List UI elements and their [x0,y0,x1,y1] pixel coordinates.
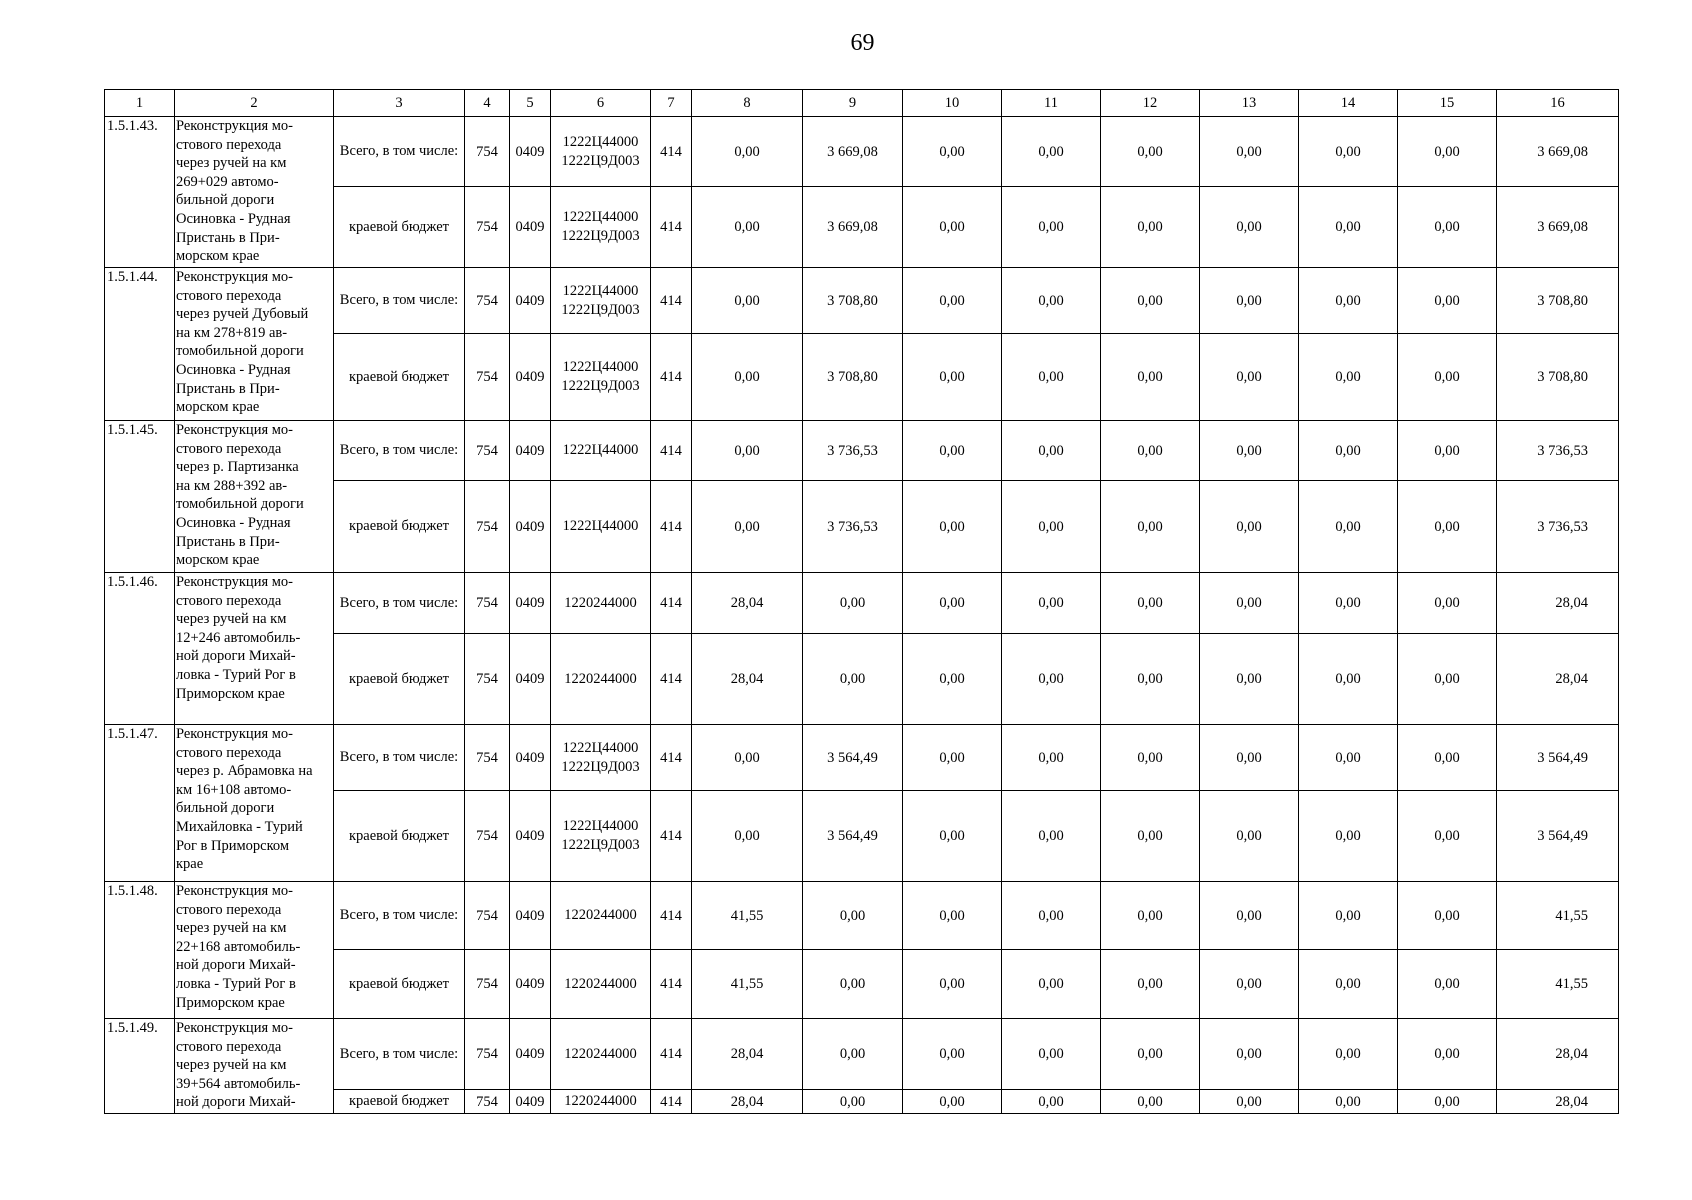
amount-cell: 0,00 [692,725,803,791]
object-name: Реконструкция мо- стового перехода через р. Партизанка на км 288+392 ав- томобильной дороги Осиновка - Рудная Пристань в При- морском крае [175,421,334,573]
expense-type-code: 414 [651,421,692,481]
amount-cell: 0,00 [1101,481,1200,573]
column-header: 9 [803,90,903,117]
amount-cell: 28,04 [692,1019,803,1090]
section-code: 0409 [510,725,551,791]
amount-cell: 0,00 [1200,268,1299,334]
expense-type-code: 414 [651,481,692,573]
amount-cell: 0,00 [1101,187,1200,268]
amount-cell: 0,00 [692,791,803,882]
amount-cell: 0,00 [903,481,1002,573]
amount-cell: 0,00 [692,334,803,421]
amount-cell: 0,00 [1002,268,1101,334]
amount-cell: 0,00 [803,1019,903,1090]
column-header: 1 [105,90,175,117]
amount-cell: 0,00 [1002,1019,1101,1090]
amount-cell: 3 736,53 [1497,481,1619,573]
funding-source: краевой бюджет [334,334,465,421]
table-row [105,573,1619,634]
grbs-code: 754 [465,334,510,421]
grbs-code: 754 [465,1090,510,1114]
amount-cell: 3 669,08 [803,117,903,187]
amount-cell: 0,00 [1002,882,1101,950]
grbs-code: 754 [465,1019,510,1090]
budget-table [104,89,1619,1114]
section-code: 0409 [510,1090,551,1114]
expense-type-code: 414 [651,882,692,950]
amount-cell: 0,00 [1101,950,1200,1019]
amount-cell: 0,00 [1398,117,1497,187]
funding-source: Всего, в том числе: [334,268,465,334]
amount-cell: 0,00 [692,187,803,268]
amount-cell: 0,00 [1299,268,1398,334]
table-row [105,117,1619,187]
amount-cell: 3 736,53 [1497,421,1619,481]
expense-type-code: 414 [651,725,692,791]
amount-cell: 0,00 [1002,481,1101,573]
amount-cell: 0,00 [1200,725,1299,791]
amount-cell: 0,00 [803,882,903,950]
target-article-code: 1220244000 [551,950,651,1019]
amount-cell: 28,04 [692,573,803,634]
target-article-code: 1222Ц44000 1222Ц9Д003 [551,791,651,882]
amount-cell: 0,00 [1200,1090,1299,1114]
amount-cell: 0,00 [692,481,803,573]
funding-source: краевой бюджет [334,1090,465,1114]
amount-cell: 0,00 [1200,1019,1299,1090]
amount-cell: 41,55 [692,882,803,950]
amount-cell: 0,00 [1299,573,1398,634]
amount-cell: 3 708,80 [1497,334,1619,421]
amount-cell: 0,00 [903,187,1002,268]
amount-cell: 0,00 [1398,634,1497,725]
funding-source: Всего, в том числе: [334,117,465,187]
target-article-code: 1220244000 [551,634,651,725]
amount-cell: 0,00 [903,950,1002,1019]
amount-cell: 0,00 [1299,882,1398,950]
amount-cell: 3 669,08 [803,187,903,268]
row-number: 1.5.1.43. [105,117,175,268]
amount-cell: 0,00 [1200,573,1299,634]
amount-cell: 0,00 [1002,117,1101,187]
target-article-code: 1222Ц44000 [551,421,651,481]
row-number: 1.5.1.46. [105,573,175,725]
expense-type-code: 414 [651,268,692,334]
amount-cell: 0,00 [903,882,1002,950]
column-header: 2 [175,90,334,117]
amount-cell: 0,00 [1200,882,1299,950]
amount-cell: 3 669,08 [1497,187,1619,268]
amount-cell: 0,00 [803,634,903,725]
target-article-code: 1220244000 [551,1090,651,1114]
amount-cell: 0,00 [903,268,1002,334]
expense-type-code: 414 [651,950,692,1019]
amount-cell: 0,00 [1398,725,1497,791]
amount-cell: 0,00 [1002,334,1101,421]
amount-cell: 0,00 [1101,268,1200,334]
amount-cell: 0,00 [1398,1019,1497,1090]
column-header: 8 [692,90,803,117]
row-number: 1.5.1.45. [105,421,175,573]
amount-cell: 0,00 [1002,725,1101,791]
amount-cell: 0,00 [1299,791,1398,882]
amount-cell: 0,00 [903,725,1002,791]
amount-cell: 3 564,49 [1497,725,1619,791]
target-article-code: 1222Ц44000 [551,481,651,573]
amount-cell: 0,00 [903,421,1002,481]
amount-cell: 0,00 [1200,117,1299,187]
target-article-code: 1220244000 [551,1019,651,1090]
amount-cell: 0,00 [903,334,1002,421]
expense-type-code: 414 [651,791,692,882]
amount-cell: 0,00 [1002,634,1101,725]
object-name: Реконструкция мо- стового перехода через р. Абрамовка на км 16+108 автомо- бильной дороги Михайловка - Турий Рог в Приморском крае [175,725,334,882]
amount-cell: 0,00 [903,117,1002,187]
amount-cell: 0,00 [1299,1019,1398,1090]
funding-source: Всего, в том числе: [334,573,465,634]
amount-cell: 0,00 [1101,421,1200,481]
amount-cell: 0,00 [1398,334,1497,421]
grbs-code: 754 [465,634,510,725]
row-number: 1.5.1.48. [105,882,175,1019]
funding-source: краевой бюджет [334,187,465,268]
amount-cell: 0,00 [1398,791,1497,882]
amount-cell: 41,55 [1497,882,1619,950]
expense-type-code: 414 [651,634,692,725]
section-code: 0409 [510,950,551,1019]
table-row [105,725,1619,791]
amount-cell: 0,00 [1200,634,1299,725]
amount-cell: 0,00 [692,268,803,334]
column-header: 11 [1002,90,1101,117]
column-header: 3 [334,90,465,117]
table-row [105,421,1619,481]
amount-cell: 0,00 [1398,950,1497,1019]
grbs-code: 754 [465,421,510,481]
section-code: 0409 [510,268,551,334]
amount-cell: 0,00 [1002,187,1101,268]
section-code: 0409 [510,334,551,421]
amount-cell: 28,04 [1497,573,1619,634]
amount-cell: 28,04 [1497,1090,1619,1114]
amount-cell: 41,55 [692,950,803,1019]
grbs-code: 754 [465,481,510,573]
amount-cell: 0,00 [1398,481,1497,573]
row-number: 1.5.1.49. [105,1019,175,1114]
amount-cell: 0,00 [692,421,803,481]
amount-cell: 28,04 [692,634,803,725]
amount-cell: 0,00 [1101,573,1200,634]
section-code: 0409 [510,187,551,268]
amount-cell: 0,00 [803,573,903,634]
amount-cell: 0,00 [1101,117,1200,187]
column-header: 4 [465,90,510,117]
row-number: 1.5.1.44. [105,268,175,421]
amount-cell: 0,00 [1299,117,1398,187]
amount-cell: 28,04 [1497,1019,1619,1090]
section-code: 0409 [510,573,551,634]
amount-cell: 0,00 [903,573,1002,634]
amount-cell: 0,00 [1200,187,1299,268]
amount-cell: 0,00 [1101,634,1200,725]
column-header: 16 [1497,90,1619,117]
amount-cell: 0,00 [803,950,903,1019]
column-header: 15 [1398,90,1497,117]
table-row [105,268,1619,334]
amount-cell: 0,00 [1398,882,1497,950]
grbs-code: 754 [465,268,510,334]
target-article-code: 1222Ц44000 1222Ц9Д003 [551,334,651,421]
target-article-code: 1220244000 [551,882,651,950]
amount-cell: 3 564,49 [803,791,903,882]
amount-cell: 0,00 [1200,421,1299,481]
amount-cell: 0,00 [803,1090,903,1114]
amount-cell: 3 708,80 [803,334,903,421]
table-row [105,882,1619,950]
funding-source: краевой бюджет [334,481,465,573]
grbs-code: 754 [465,187,510,268]
amount-cell: 0,00 [1299,481,1398,573]
object-name: Реконструкция мо- стового перехода через ручей на км 39+564 автомобиль- ной дороги Михай- [175,1019,334,1114]
amount-cell: 0,00 [1101,791,1200,882]
amount-cell: 0,00 [903,1090,1002,1114]
amount-cell: 0,00 [1299,725,1398,791]
expense-type-code: 414 [651,334,692,421]
section-code: 0409 [510,481,551,573]
object-name: Реконструкция мо- стового перехода через ручей Дубовый на км 278+819 ав- томобильной дороги Осиновка - Рудная Пристань в При- морском крае [175,268,334,421]
amount-cell: 0,00 [1299,334,1398,421]
column-header: 12 [1101,90,1200,117]
expense-type-code: 414 [651,1019,692,1090]
amount-cell: 3 564,49 [803,725,903,791]
funding-source: Всего, в том числе: [334,421,465,481]
target-article-code: 1222Ц44000 1222Ц9Д003 [551,268,651,334]
column-header: 10 [903,90,1002,117]
amount-cell: 0,00 [1299,1090,1398,1114]
amount-cell: 3 708,80 [1497,268,1619,334]
expense-type-code: 414 [651,573,692,634]
column-header: 6 [551,90,651,117]
amount-cell: 0,00 [1398,573,1497,634]
table-body [105,117,1619,1114]
amount-cell: 28,04 [692,1090,803,1114]
amount-cell: 0,00 [1101,882,1200,950]
funding-source: Всего, в том числе: [334,882,465,950]
amount-cell: 0,00 [1101,1019,1200,1090]
amount-cell: 0,00 [1299,634,1398,725]
amount-cell: 0,00 [1002,421,1101,481]
amount-cell: 3 736,53 [803,481,903,573]
funding-source: Всего, в том числе: [334,1019,465,1090]
target-article-code: 1220244000 [551,573,651,634]
object-name: Реконструкция мо- стового перехода через ручей на км 12+246 автомобиль- ной дороги Михай- ловка - Турий Рог в Приморском крае [175,573,334,725]
funding-source: краевой бюджет [334,791,465,882]
amount-cell: 0,00 [1200,334,1299,421]
amount-cell: 0,00 [1299,187,1398,268]
expense-type-code: 414 [651,117,692,187]
amount-cell: 0,00 [1101,725,1200,791]
amount-cell: 0,00 [903,1019,1002,1090]
amount-cell: 0,00 [1200,791,1299,882]
section-code: 0409 [510,634,551,725]
object-name: Реконструкция мо- стового перехода через ручей на км 22+168 автомобиль- ной дороги Михай- ловка - Турий Рог в Приморском крае [175,882,334,1019]
amount-cell: 0,00 [1398,421,1497,481]
amount-cell: 0,00 [1200,950,1299,1019]
target-article-code: 1222Ц44000 1222Ц9Д003 [551,725,651,791]
amount-cell: 0,00 [692,117,803,187]
section-code: 0409 [510,1019,551,1090]
amount-cell: 3 736,53 [803,421,903,481]
section-code: 0409 [510,421,551,481]
amount-cell: 28,04 [1497,634,1619,725]
grbs-code: 754 [465,882,510,950]
grbs-code: 754 [465,950,510,1019]
amount-cell: 0,00 [1398,187,1497,268]
expense-type-code: 414 [651,187,692,268]
grbs-code: 754 [465,573,510,634]
amount-cell: 0,00 [903,634,1002,725]
column-header: 13 [1200,90,1299,117]
amount-cell: 0,00 [1002,950,1101,1019]
amount-cell: 0,00 [1398,268,1497,334]
table-header [105,90,1619,117]
target-article-code: 1222Ц44000 1222Ц9Д003 [551,187,651,268]
amount-cell: 0,00 [1101,1090,1200,1114]
section-code: 0409 [510,882,551,950]
amount-cell: 0,00 [1299,950,1398,1019]
amount-cell: 3 669,08 [1497,117,1619,187]
amount-cell: 3 708,80 [803,268,903,334]
column-header: 5 [510,90,551,117]
grbs-code: 754 [465,117,510,187]
column-header: 7 [651,90,692,117]
funding-source: Всего, в том числе: [334,725,465,791]
page-number: 69 [850,30,875,56]
row-number: 1.5.1.47. [105,725,175,882]
amount-cell: 0,00 [903,791,1002,882]
amount-cell: 0,00 [1299,421,1398,481]
amount-cell: 3 564,49 [1497,791,1619,882]
section-code: 0409 [510,117,551,187]
amount-cell: 0,00 [1002,1090,1101,1114]
table-row [105,1019,1619,1090]
amount-cell: 0,00 [1398,1090,1497,1114]
column-header: 14 [1299,90,1398,117]
object-name: Реконструкция мо- стового перехода через ручей на км 269+029 автомо- бильной дороги Осиновка - Рудная Пристань в При- морском крае [175,117,334,268]
grbs-code: 754 [465,725,510,791]
funding-source: краевой бюджет [334,950,465,1019]
funding-source: краевой бюджет [334,634,465,725]
grbs-code: 754 [465,791,510,882]
amount-cell: 0,00 [1002,573,1101,634]
amount-cell: 0,00 [1200,481,1299,573]
expense-type-code: 414 [651,1090,692,1114]
header-row [105,90,1619,117]
amount-cell: 0,00 [1101,334,1200,421]
amount-cell: 0,00 [1002,791,1101,882]
amount-cell: 41,55 [1497,950,1619,1019]
section-code: 0409 [510,791,551,882]
target-article-code: 1222Ц44000 1222Ц9Д003 [551,117,651,187]
